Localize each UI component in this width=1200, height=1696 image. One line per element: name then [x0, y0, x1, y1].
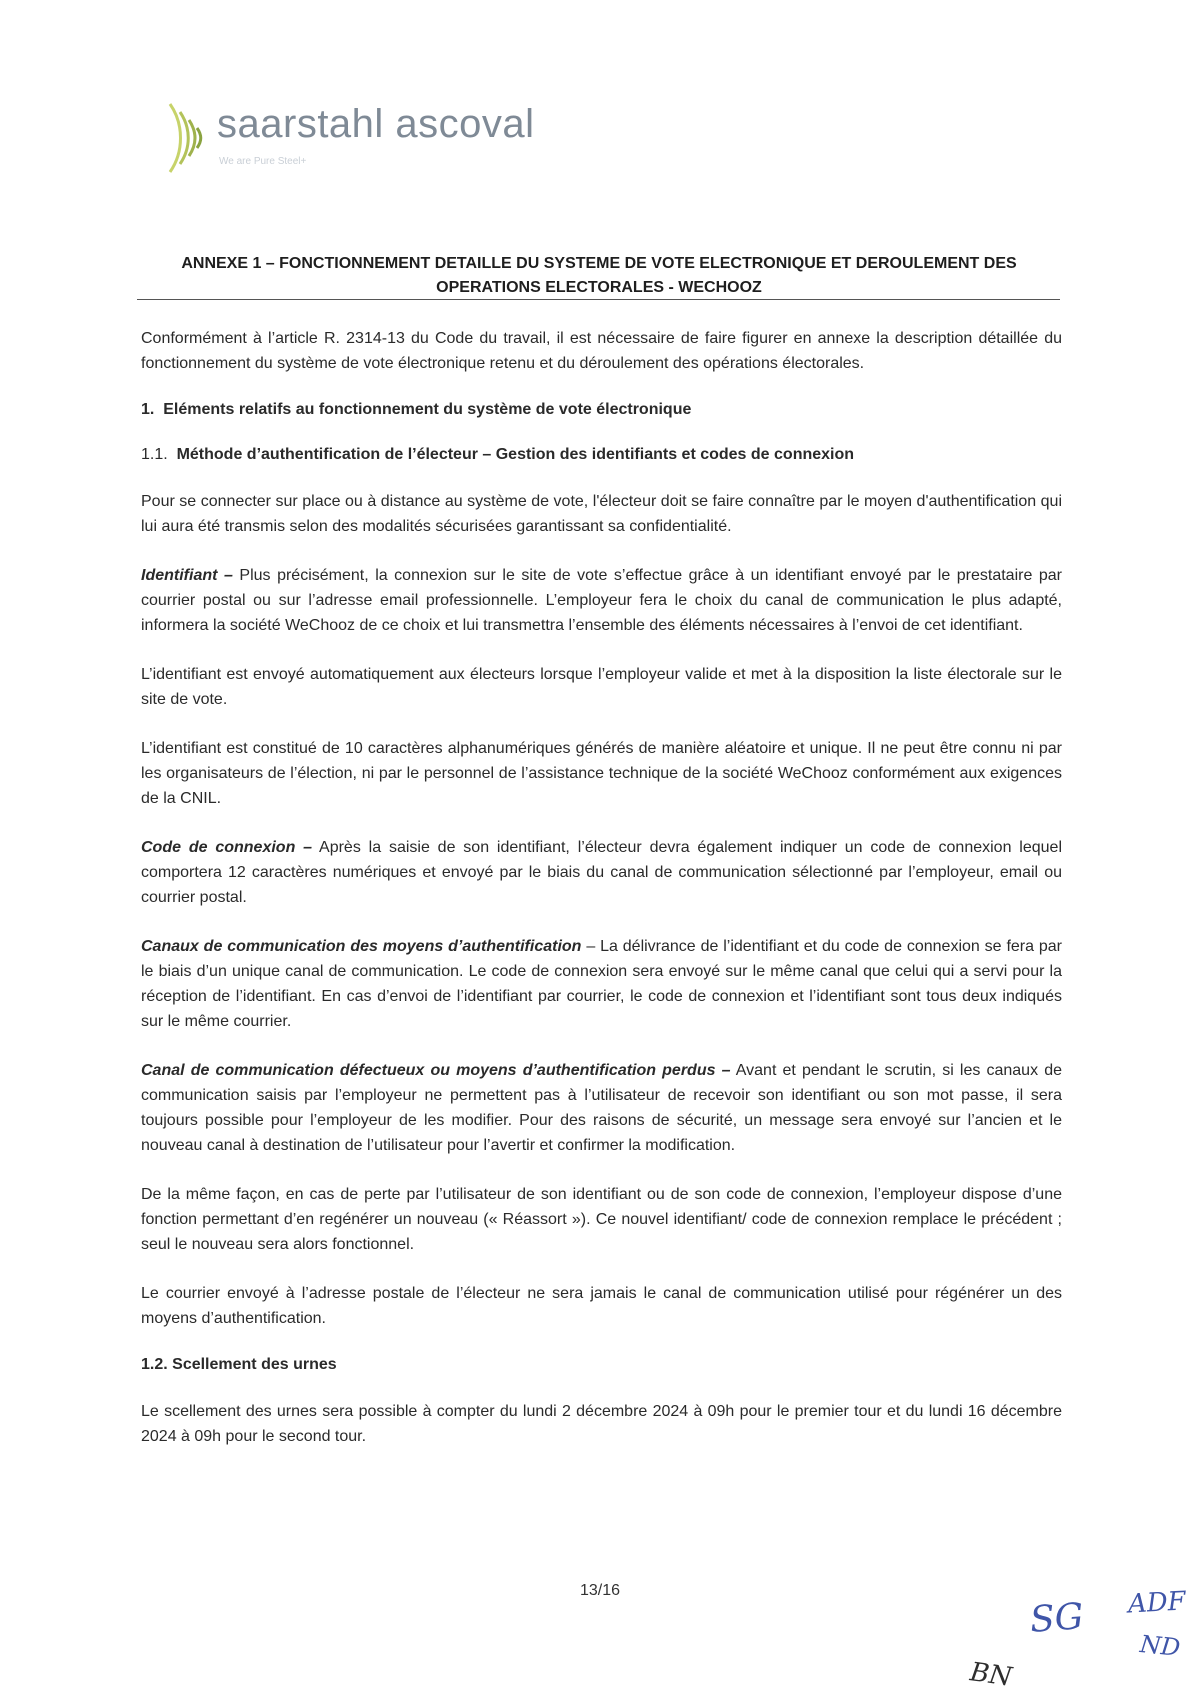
section-1-1-title: Méthode d’authentification de l’électeur – Gestion des identifiants et codes de connexion [176, 446, 855, 463]
title-line-1: ANNEXE 1 – FONCTIONNEMENT DETAILLE DU SYSTEME DE VOTE ELECTRONIQUE ET DEROULEMENT DES [181, 255, 1017, 272]
initials-sg: SG [1028, 1596, 1085, 1641]
logo-tagline: We are Pure Steel+ [219, 156, 307, 167]
section-1-1-heading [141, 442, 1062, 467]
canal-defectueux-text: Avant et pendant le scrutin, si les canaux de communication saisis par l’employeur ne permettent pas à l’utilisateur de recevoir son identifiant ou son mot passe, il sera toujours possible pour l’employeur de les modifier. Pour des raisons de sécurité, un message sera envoyé sur l’ancien et le nouveau canal à destination de l’utilisateur pour l’avertir et confirmer la modification. [141, 1062, 1062, 1154]
wave-icon [162, 98, 222, 178]
paragraph-courrier-postal: Le courrier envoyé à l’adresse postale de l’électeur ne sera jamais le canal de communication utilisé pour régénérer un des moyens d’authentification. [141, 1285, 1062, 1327]
paragraph-envoi-automatique: L’identifiant est envoyé automatiquement aux électeurs lorsque l’employeur valide et met à la disposition la liste électorale sur le site de vote. [141, 666, 1062, 708]
page-number: 13/16 [579, 1582, 621, 1599]
code-connexion-text: Après la saisie de son identifiant, l’électeur devra également indiquer un code de connexion lequel comportera 12 caractères numériques et envoyé par le biais du canal de communication sélectionné par l’employeur, email ou courrier postal. [141, 839, 1062, 906]
document-body [141, 326, 1062, 1449]
paragraph-scellement: Le scellement des urnes sera possible à compter du lundi 2 décembre 2024 à 09h pour le premier tour et du lundi 16 décembre 2024 à 09h pour le second tour. [141, 1403, 1062, 1445]
logo-wordmark: saarstahl ascoval [217, 102, 535, 146]
section-1-2-heading [141, 1352, 1062, 1377]
title-underline [137, 299, 1060, 300]
paragraph-code-connexion [141, 835, 1062, 910]
document-title [140, 252, 1058, 300]
initials-nd: ND [1138, 1629, 1182, 1663]
canaux-text: – La délivrance de l’identifiant et du code de connexion se fera par le biais d’un unique canal de communication. Le code de connexion sera envoyé sur le même canal que celui qui a servi pour la réception de l’identifiant. En cas d’envoi de l’identifiant par courrier, le code de connexion et l’identifiant sont tous deux indiqués sur le même courrier. [141, 938, 1063, 1030]
paragraph-authentication: Pour se connecter sur place ou à distance au système de vote, l'électeur doit se faire connaître par le moyen d'authentification qui lui aura été transmis selon des modalités sécurisées garantissant sa confidentialité. [141, 493, 1062, 535]
canal-defectueux-lead: Canal de communication défectueux ou moyens d’authentification perdus – [141, 1062, 731, 1079]
section-1-title: Eléments relatifs au fonctionnement du système de vote électronique [163, 401, 692, 418]
paragraph-composition-identifiant: L’identifiant est constitué de 10 caractères alphanumériques générés de manière aléatoire et unique. Il ne peut être connu ni par les organisateurs de l’élection, ni par le personnel de l’assistance technique de la société WeChooz conformément aux exigences de la CNIL. [141, 740, 1062, 807]
section-1-number: 1. [141, 401, 155, 418]
title-line-2: OPERATIONS ELECTORALES - WECHOOZ [436, 279, 762, 296]
initials-adf: ADF [1127, 1586, 1187, 1620]
paragraph-canaux-communication [141, 934, 1062, 1034]
section-1-1-number: 1.1. [141, 446, 168, 463]
section-1-2-title: Scellement des urnes [172, 1356, 337, 1373]
paragraph-canal-defectueux [141, 1058, 1062, 1158]
intro-paragraph: Conformément à l’article R. 2314-13 du Code du travail, il est nécessaire de faire figurer en annexe la description détaillée du fonctionnement du système de vote électronique retenu et du déroulement des opérations électorales. [141, 330, 1062, 372]
identifiant-text: Plus précisément, la connexion sur le site de vote s’effectue grâce à un identifiant envoyé par le prestataire par courrier postal ou sur l’adresse email professionnelle. L’employeur fera le choix du canal de communication le plus adapté, informera la société WeChooz de ce choix et lui transmettra l’ensemble des éléments nécessaires à l’envoi de cet identifiant. [141, 567, 1062, 634]
section-1-heading [141, 397, 1062, 422]
paragraph-identifiant [141, 563, 1062, 638]
canaux-lead: Canaux de communication des moyens d’authentification [141, 938, 582, 955]
company-logo [162, 98, 542, 178]
initials-bn: BN [968, 1657, 1014, 1693]
identifiant-lead: Identifiant – [141, 567, 233, 584]
code-connexion-lead: Code de connexion – [141, 839, 313, 856]
paragraph-reassort: De la même façon, en cas de perte par l’utilisateur de son identifiant ou de son code de connexion, l’employeur dispose d’une fonction permettant d’en regénérer un nouveau (« Réassort »). Ce nouvel identifiant/ code de connexion remplace le précédent ; seul le nouveau sera alors fonctionnel. [141, 1186, 1062, 1253]
section-1-2-number: 1.2. [141, 1356, 168, 1373]
